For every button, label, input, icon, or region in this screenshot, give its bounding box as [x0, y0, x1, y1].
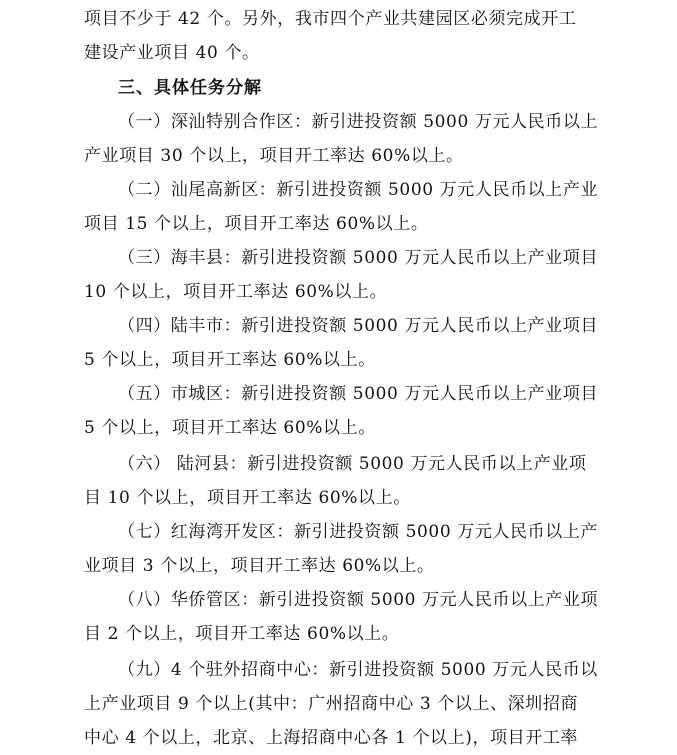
task-item-line: （一）深汕特别合作区：新引进投资额 5000 万元人民币以上: [118, 112, 599, 132]
paragraph-line: 项目不少于 42 个。另外，我市四个产业共建园区必须完成开工: [84, 9, 577, 29]
task-item-line: （三）海丰县：新引进投资额 5000 万元人民币以上产业项目: [118, 248, 599, 268]
task-item-line: 目 2 个以上，项目开工率达 60%以上。: [84, 624, 400, 644]
task-item-line: 5 个以上，项目开工率达 60%以上。: [84, 350, 376, 370]
task-item-line: 中心 4 个以上，北京、上海招商中心各 1 个以上)，项目开工率: [84, 728, 579, 748]
section-heading: 三、具体任务分解: [118, 78, 262, 98]
task-item-line: （八）华侨管区：新引进投资额 5000 万元人民币以上产业项: [118, 590, 599, 610]
task-item-line: 10 个以上，项目开工率达 60%以上。: [84, 282, 388, 302]
task-item-line: 项目 15 个以上，项目开工率达 60%以上。: [84, 214, 429, 234]
task-item-line: 业项目 3 个以上，项目开工率达 60%以上。: [84, 556, 435, 576]
task-item-line: 产业项目 30 个以上，项目开工率达 60%以上。: [84, 146, 464, 166]
task-item-line: （六） 陆河县：新引进投资额 5000 万元人民币以上产业项: [118, 454, 587, 474]
task-item-line: （五）市城区：新引进投资额 5000 万元人民币以上产业项目: [118, 384, 599, 404]
task-item-line: （九）4 个驻外招商中心：新引进投资额 5000 万元人民币以: [118, 660, 598, 680]
task-item-line: 上产业项目 9 个以上(其中：广州招商中心 3 个以上、深圳招商: [84, 694, 579, 714]
task-item-line: 目 10 个以上，项目开工率达 60%以上。: [84, 488, 411, 508]
task-item-line: 5 个以上，项目开工率达 60%以上。: [84, 418, 376, 438]
task-item-line: （七）红海湾开发区：新引进投资额 5000 万元人民币以上产: [118, 522, 599, 542]
paragraph-line: 建设产业项目 40 个。: [84, 43, 260, 63]
task-item-line: （二）汕尾高新区：新引进投资额 5000 万元人民币以上产业: [118, 180, 599, 200]
task-item-line: （四）陆丰市：新引进投资额 5000 万元人民币以上产业项目: [118, 316, 599, 336]
